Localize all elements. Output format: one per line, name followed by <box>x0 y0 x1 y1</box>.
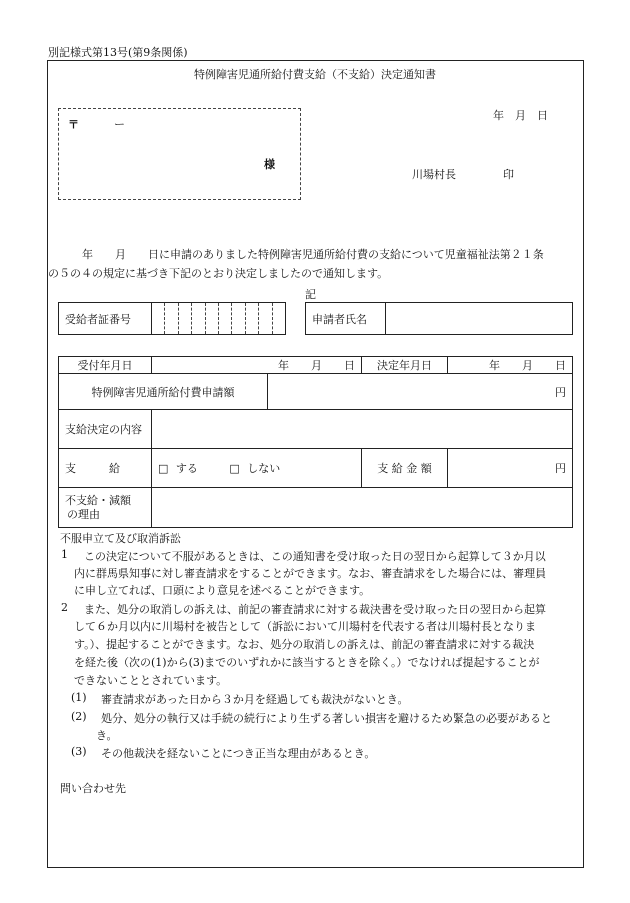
item1-number: 1 <box>61 548 68 561</box>
honorific: 様 <box>264 158 275 171</box>
recipient-number-digit[interactable] <box>179 303 192 334</box>
intro-line-2: の５の４の規定に基づき下記のとおり決定しましたので通知します。 <box>48 267 389 280</box>
reason-label-line-1: 不支給・減額 <box>65 493 131 507</box>
sub2-number: (2) <box>71 710 87 723</box>
item2-line-3: す。）、提起することができます。なお、処分の取消しの訴えは、前記の審査請求に対する裁決 <box>74 638 535 651</box>
received-date-label: 受付年月日 <box>59 357 152 374</box>
postal-dash: ー <box>114 118 125 131</box>
issue-date: 年 月 日 <box>493 109 548 122</box>
recipient-number-digit[interactable] <box>152 303 165 334</box>
applicant-name-value[interactable] <box>386 303 573 335</box>
payment-amount-value[interactable]: 円 <box>448 449 573 488</box>
recipient-number-digit[interactable] <box>246 303 259 334</box>
item2-line-1: また、処分の取消しの訴えは、前記の審査請求に対する裁決書を受け取った日の翌日から起算 <box>84 603 546 616</box>
recipient-number-digits[interactable] <box>152 303 286 335</box>
decision-content-label: 支給決定の内容 <box>59 410 152 449</box>
recipient-number-digit[interactable] <box>165 303 178 334</box>
requested-amount-value[interactable]: 円 <box>268 374 573 410</box>
form-number: 別記様式第13号(第9条関係) <box>48 46 188 59</box>
issuer-name: 川場村長 <box>412 168 456 181</box>
item1-line-1: この決定について不服があるときは、この通知書を受け取った日の翌日から起算して３か月以 <box>84 550 546 563</box>
payment-label: 支 給 <box>59 449 152 488</box>
item1-line-3: に申し立てれば、口頭により意見を述べることができます。 <box>74 584 371 597</box>
applicant-name-label: 申請者氏名 <box>306 303 386 335</box>
recipient-number-digit[interactable] <box>219 303 232 334</box>
recipient-table <box>58 302 573 335</box>
sub2-line-1: 処分、処分の執行又は手続の続行により生ずる著しい損害を避けるため緊急の必要があると <box>101 712 552 725</box>
reason-label <box>59 488 152 528</box>
decision-date-value[interactable]: 年 月 日 <box>448 357 573 374</box>
appeal-heading: 不服申立て及び取消訴訟 <box>60 532 181 545</box>
reason-label-line-2: の理由 <box>67 507 100 521</box>
received-date-value[interactable]: 年 月 日 <box>152 357 362 374</box>
recipient-number-digit[interactable] <box>232 303 245 334</box>
postal-mark: 〒 <box>68 118 79 131</box>
payment-options <box>152 449 362 488</box>
document-title: 特例障害児通所給付費支給（不支給）決定通知書 <box>194 68 436 81</box>
contact-label: 問い合わせ先 <box>60 782 126 795</box>
item2-line-4: を経た後（次の(1)から(3)までのいずれかに該当するときを除く。）でなければ提起することが <box>74 656 540 669</box>
sub2-line-2: き。 <box>96 729 118 742</box>
sub1-text: 審査請求があった日から３か月を経過しても裁決がないとき。 <box>101 693 409 706</box>
reason-value[interactable] <box>152 488 573 528</box>
item2-line-2: して６か月以内に川場村を被告として（訴訟において川場村を代表する者は川場村長となりま <box>74 620 536 633</box>
payment-yes-checkbox[interactable]: □ する <box>158 462 198 475</box>
sub3-text: その他裁決を経ないことにつき正当な理由があるとき。 <box>101 747 376 760</box>
payment-amount-label: 支 給 金 額 <box>362 449 448 488</box>
decision-content-value[interactable] <box>152 410 573 449</box>
recipient-number-digit[interactable] <box>273 303 285 334</box>
recipient-number-digit[interactable] <box>259 303 272 334</box>
ki-label: 記 <box>305 288 316 301</box>
decision-table <box>58 356 573 528</box>
recipient-number-digit[interactable] <box>192 303 205 334</box>
item2-number: 2 <box>61 601 68 614</box>
requested-amount-label: 特例障害児通所給付費申請額 <box>59 374 268 410</box>
recipient-number-digit[interactable] <box>206 303 219 334</box>
recipient-number-label: 受給者証番号 <box>59 303 152 335</box>
spacer-cell <box>286 303 306 335</box>
sub3-number: (3) <box>71 745 87 758</box>
address-box <box>58 108 301 200</box>
item2-line-5: できないこととされています。 <box>74 674 228 687</box>
seal-mark: 印 <box>503 168 514 181</box>
decision-date-label: 決定年月日 <box>362 357 448 374</box>
intro-line-1: 年 月 日に申請のありました特例障害児通所給付費の支給について児童福祉法第２１条 <box>82 248 544 261</box>
sub1-number: (1) <box>71 691 87 704</box>
item1-line-2: 内に群馬県知事に対し審査請求をすることができます。なお、審査請求をした場合には、審理員 <box>74 567 547 580</box>
payment-no-checkbox[interactable]: □ しない <box>229 462 281 475</box>
